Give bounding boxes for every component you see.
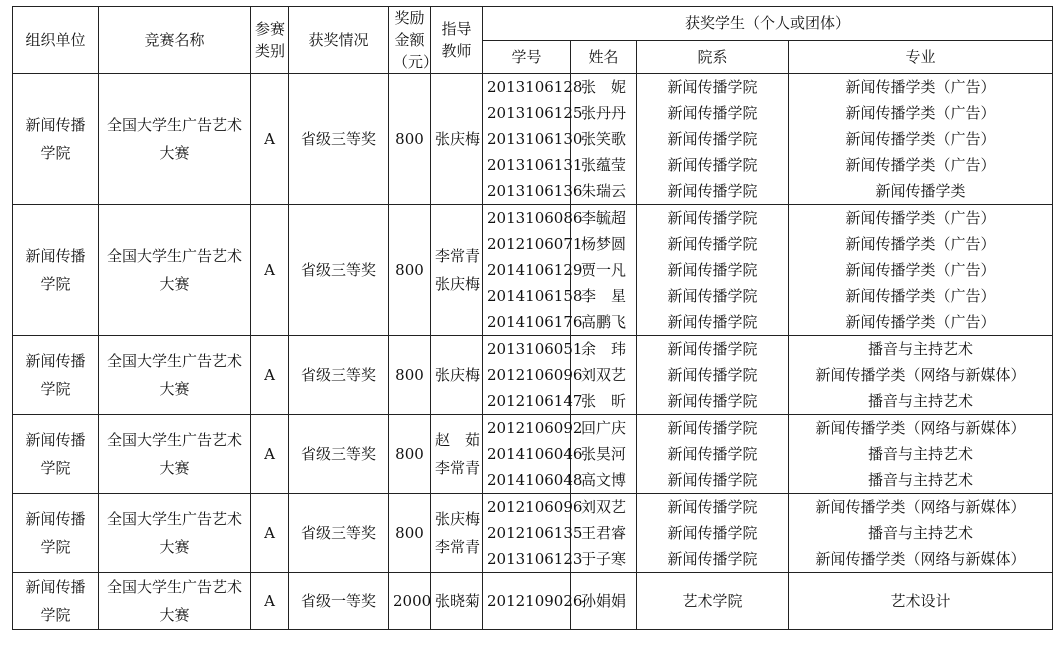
header-category-line: 参赛 — [255, 20, 286, 38]
header-category-line: 类别 — [255, 42, 286, 60]
student-dept: 新闻传播学院 — [667, 130, 758, 148]
award-group-row — [13, 74, 1053, 205]
competition-line: 全国大学生广告艺术 — [106, 578, 242, 596]
teacher-name: 张晓菊 — [435, 592, 481, 610]
competition-line: 大赛 — [159, 606, 190, 624]
org-line: 学院 — [40, 380, 71, 398]
student-dept: 新闻传播学院 — [667, 366, 758, 384]
student-name: 王君睿 — [580, 524, 626, 542]
teacher-name: 张庆梅 — [435, 366, 481, 384]
student-major: 播音与主持艺术 — [868, 392, 974, 410]
student-dept-cell — [637, 336, 789, 415]
competition-line: 大赛 — [159, 538, 190, 556]
student-name: 李毓超 — [580, 209, 626, 227]
student-name: 于子寒 — [580, 550, 626, 568]
org-line: 新闻传播 — [25, 116, 86, 134]
student-major: 播音与主持艺术 — [868, 524, 974, 542]
student-dept: 新闻传播学院 — [667, 104, 758, 122]
teacher-cell — [431, 205, 483, 336]
student-dept: 新闻传播学院 — [667, 471, 758, 489]
student-major: 播音与主持艺术 — [868, 471, 974, 489]
award-cell: 省级三等奖 — [289, 74, 389, 205]
category-cell: A — [251, 494, 289, 573]
header-student-id: 学号 — [483, 40, 571, 74]
student-name-cell — [571, 573, 637, 630]
student-dept-cell — [637, 415, 789, 494]
competition-cell — [99, 205, 251, 336]
student-name: 张丹丹 — [580, 104, 626, 122]
student-id: 2012109026 — [487, 592, 583, 610]
prize-cell: 800 — [389, 415, 431, 494]
teacher-cell — [431, 415, 483, 494]
header-teacher-line: 指导 — [441, 20, 472, 38]
student-name: 高鹏飞 — [580, 313, 626, 331]
student-id-cell — [483, 494, 583, 573]
org-line: 学院 — [40, 275, 71, 293]
student-name: 张蕴莹 — [580, 156, 626, 174]
student-dept: 新闻传播学院 — [667, 261, 758, 279]
teacher-name: 张庆梅 — [435, 510, 481, 528]
student-id: 2013106125 — [487, 104, 583, 122]
table-body — [13, 74, 1053, 630]
org-line: 学院 — [40, 538, 71, 556]
student-id: 2014106176 — [487, 313, 583, 331]
student-id-cell — [483, 336, 583, 415]
teacher-name: 李常青 — [435, 459, 481, 477]
student-name: 刘双艺 — [580, 366, 626, 384]
header-competition: 竞赛名称 — [99, 7, 251, 74]
award-group-row — [13, 494, 1053, 573]
student-dept-cell — [637, 573, 789, 630]
category-cell: A — [251, 415, 289, 494]
org-cell — [13, 74, 99, 205]
category-cell: A — [251, 205, 289, 336]
header-prize-line: （元） — [393, 53, 439, 71]
org-line: 新闻传播 — [25, 352, 86, 370]
student-dept: 新闻传播学院 — [667, 392, 758, 410]
student-name: 孙娟娟 — [580, 592, 626, 610]
student-id: 2014106048 — [487, 471, 583, 489]
competition-line: 全国大学生广告艺术 — [106, 352, 242, 370]
competition-line: 全国大学生广告艺术 — [106, 116, 242, 134]
student-id: 2014106129 — [487, 261, 583, 279]
student-dept: 新闻传播学院 — [667, 524, 758, 542]
student-id: 2012106147 — [487, 392, 583, 410]
student-id: 2012106135 — [487, 524, 583, 542]
award-cell: 省级三等奖 — [289, 205, 389, 336]
competition-line: 全国大学生广告艺术 — [106, 510, 242, 528]
prize-cell: 800 — [389, 205, 431, 336]
teacher-cell — [431, 494, 483, 573]
category-cell: A — [251, 336, 289, 415]
header-major: 专业 — [789, 40, 1053, 74]
student-id-cell — [483, 415, 583, 494]
student-major: 新闻传播学类（广告） — [845, 235, 996, 253]
student-id: 2013106131 — [487, 156, 583, 174]
competition-cell — [99, 573, 251, 630]
student-dept: 新闻传播学院 — [667, 550, 758, 568]
header-teacher — [431, 7, 483, 74]
student-dept: 新闻传播学院 — [667, 78, 758, 96]
student-major: 播音与主持艺术 — [868, 445, 974, 463]
student-name-cell — [571, 336, 637, 415]
student-dept: 新闻传播学院 — [667, 182, 758, 200]
teacher-name: 李常青 — [435, 538, 481, 556]
student-name: 高文博 — [580, 471, 626, 489]
competition-line: 大赛 — [159, 144, 190, 162]
competition-line: 全国大学生广告艺术 — [106, 431, 242, 449]
student-id: 2013106086 — [487, 209, 583, 227]
award-group-row — [13, 573, 1053, 630]
student-id: 2013106136 — [487, 182, 583, 200]
student-dept-cell — [637, 205, 789, 336]
student-dept: 新闻传播学院 — [667, 445, 758, 463]
competition-line: 大赛 — [159, 380, 190, 398]
student-dept: 新闻传播学院 — [667, 419, 758, 437]
award-group-row — [13, 205, 1053, 336]
award-group-row — [13, 336, 1053, 415]
student-major: 新闻传播学类（网络与新媒体） — [815, 498, 1026, 516]
header-award: 获奖情况 — [289, 7, 389, 74]
student-dept: 新闻传播学院 — [667, 209, 758, 227]
student-dept: 新闻传播学院 — [667, 340, 758, 358]
student-major: 新闻传播学类（广告） — [845, 209, 996, 227]
student-major-cell — [789, 494, 1053, 573]
student-id-cell — [483, 74, 583, 205]
student-major: 播音与主持艺术 — [868, 340, 974, 358]
student-major: 新闻传播学类（广告） — [845, 313, 996, 331]
student-dept: 新闻传播学院 — [667, 156, 758, 174]
student-name: 张昊河 — [580, 445, 626, 463]
prize-cell: 2000 — [389, 573, 431, 630]
competition-cell — [99, 74, 251, 205]
student-major-cell — [789, 336, 1053, 415]
teacher-cell — [431, 336, 483, 415]
student-major-cell — [789, 415, 1053, 494]
teacher-cell — [431, 573, 483, 630]
student-name: 张 昕 — [580, 392, 626, 410]
student-dept-cell — [637, 74, 789, 205]
org-cell — [13, 573, 99, 630]
award-cell: 省级三等奖 — [289, 336, 389, 415]
competition-cell — [99, 336, 251, 415]
category-cell: A — [251, 74, 289, 205]
student-name-cell — [571, 494, 637, 573]
student-major: 新闻传播学类（广告） — [845, 104, 996, 122]
student-dept: 新闻传播学院 — [667, 313, 758, 331]
header-name: 姓名 — [571, 40, 637, 74]
student-major: 新闻传播学类（广告） — [845, 78, 996, 96]
student-major: 新闻传播学类（网络与新媒体） — [815, 550, 1026, 568]
student-id: 2012106096 — [487, 498, 583, 516]
student-id: 2012106096 — [487, 366, 583, 384]
prize-cell: 800 — [389, 336, 431, 415]
student-id: 2013106128 — [487, 78, 583, 96]
student-name: 张 妮 — [580, 78, 626, 96]
student-major: 新闻传播学类（广告） — [845, 130, 996, 148]
competition-line: 大赛 — [159, 275, 190, 293]
prize-cell: 800 — [389, 74, 431, 205]
student-id: 2013106051 — [487, 340, 583, 358]
student-major: 新闻传播学类（广告） — [845, 287, 996, 305]
header-org: 组织单位 — [13, 7, 99, 74]
student-dept: 艺术学院 — [682, 592, 743, 610]
prize-cell: 800 — [389, 494, 431, 573]
header-dept: 院系 — [637, 40, 789, 74]
award-cell: 省级一等奖 — [289, 573, 389, 630]
org-line: 学院 — [40, 459, 71, 477]
org-line: 新闻传播 — [25, 431, 86, 449]
student-name: 回广庆 — [580, 419, 626, 437]
org-cell — [13, 415, 99, 494]
student-id-cell — [483, 573, 583, 630]
student-id-cell — [483, 205, 583, 336]
table-header — [13, 7, 1053, 74]
teacher-name: 张庆梅 — [435, 275, 481, 293]
student-major: 艺术设计 — [890, 592, 951, 610]
student-major-cell — [789, 205, 1053, 336]
student-id: 2012106092 — [487, 419, 583, 437]
student-dept-cell — [637, 494, 789, 573]
student-major: 新闻传播学类（网络与新媒体） — [815, 366, 1026, 384]
student-name-cell — [571, 74, 637, 205]
student-id: 2012106071 — [487, 235, 583, 253]
student-name: 余 玮 — [580, 340, 626, 358]
competition-cell — [99, 494, 251, 573]
org-line: 学院 — [40, 144, 71, 162]
student-id: 2014106046 — [487, 445, 583, 463]
awards-table — [12, 6, 1053, 630]
student-id: 2013106123 — [487, 550, 583, 568]
teacher-name: 李常青 — [435, 247, 481, 265]
teacher-name: 张庆梅 — [435, 130, 481, 148]
student-major-cell — [789, 74, 1053, 205]
student-major: 新闻传播学类（广告） — [845, 261, 996, 279]
org-line: 新闻传播 — [25, 247, 86, 265]
org-line: 新闻传播 — [25, 578, 86, 596]
award-cell: 省级三等奖 — [289, 494, 389, 573]
org-cell — [13, 336, 99, 415]
header-prize-line: 奖励 — [394, 9, 425, 27]
teacher-name: 赵 茹 — [435, 431, 481, 449]
competition-cell — [99, 415, 251, 494]
header-students: 获奖学生（个人或团体） — [483, 7, 1053, 41]
header-prize-line: 金额 — [394, 31, 425, 49]
award-cell: 省级三等奖 — [289, 415, 389, 494]
student-dept: 新闻传播学院 — [667, 498, 758, 516]
student-name: 刘双艺 — [580, 498, 626, 516]
category-cell: A — [251, 573, 289, 630]
org-cell — [13, 494, 99, 573]
student-id: 2014106158 — [487, 287, 583, 305]
student-name: 杨梦圆 — [580, 235, 626, 253]
student-dept: 新闻传播学院 — [667, 287, 758, 305]
student-major-cell — [789, 573, 1053, 630]
student-name-cell — [571, 205, 637, 336]
student-name: 张笑歌 — [580, 130, 626, 148]
student-name: 李 星 — [580, 287, 626, 305]
header-category — [251, 7, 289, 74]
header-prize — [389, 7, 439, 74]
header-teacher-line: 教师 — [441, 42, 472, 60]
student-name: 朱瑞云 — [580, 182, 626, 200]
student-major: 新闻传播学类（广告） — [845, 156, 996, 174]
competition-line: 大赛 — [159, 459, 190, 477]
org-line: 学院 — [40, 606, 71, 624]
student-major: 新闻传播学类 — [875, 182, 966, 200]
org-line: 新闻传播 — [25, 510, 86, 528]
student-id: 2013106130 — [487, 130, 583, 148]
org-cell — [13, 205, 99, 336]
award-group-row — [13, 415, 1053, 494]
competition-line: 全国大学生广告艺术 — [106, 247, 242, 265]
student-name: 贾一凡 — [580, 261, 626, 279]
teacher-cell — [431, 74, 483, 205]
student-name-cell — [571, 415, 637, 494]
student-major: 新闻传播学类（网络与新媒体） — [815, 419, 1026, 437]
student-dept: 新闻传播学院 — [667, 235, 758, 253]
